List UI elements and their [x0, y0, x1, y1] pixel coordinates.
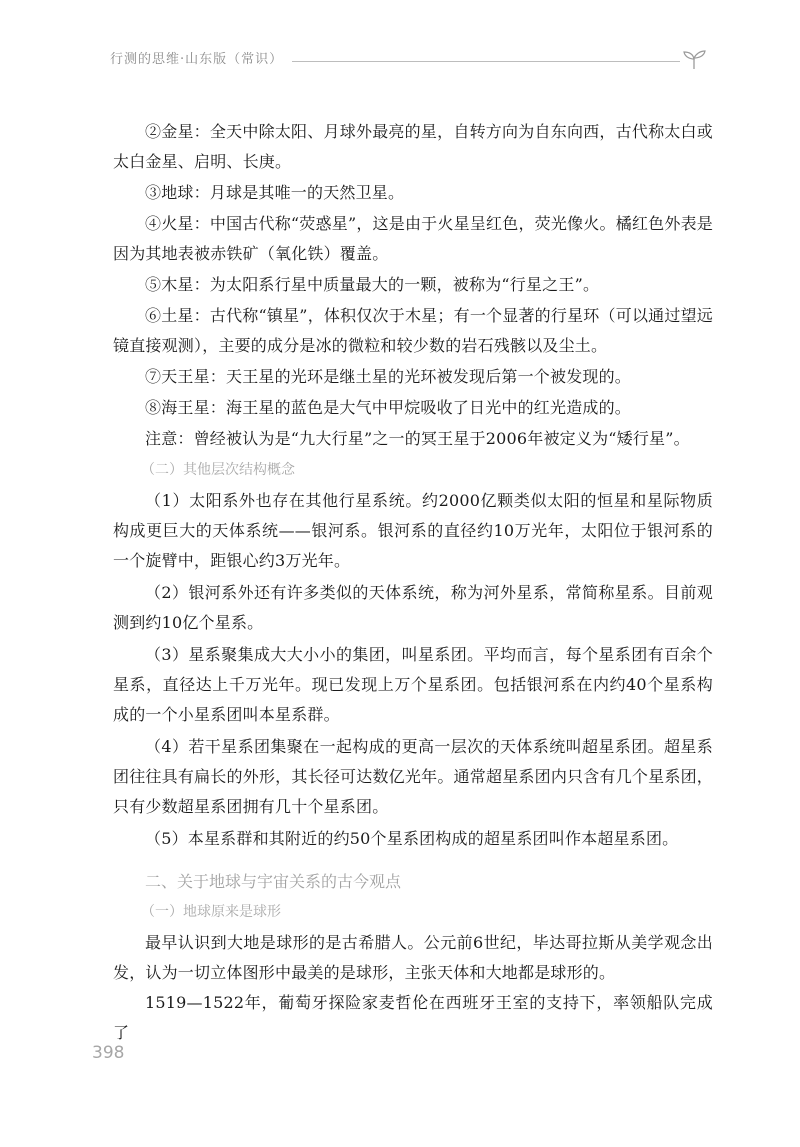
planet-mars: ④火星：中国古代称“荧惑星”，这是由于火星呈红色，荧光像火。橘红色外表是因为其地表被赤铁矿（氧化铁）覆盖。 [113, 214, 713, 263]
planet-neptune: ⑧海王星：海王星的蓝色是大气中甲烷吸收了日光中的红光造成的。 [145, 398, 632, 417]
body-paragraph: 1519—1522年，葡萄牙探险家麦哲伦在西班牙王室的支持下，率领船队完成了 [113, 993, 713, 1042]
planet-uranus: ⑦天王星：天王星的光环是继土星的光环被发现后第一个被发现的。 [145, 367, 632, 386]
planet-venus: ②金星：全天中除太阳、月球外最亮的星，自转方向为自东向西，古代称太白或太白金星、启明、长庚。 [113, 122, 713, 171]
body-paragraph: 最早认识到大地是球形的是古希腊人。公元前6世纪，毕达哥拉斯从美学观念出发，认为一切立体图形中最美的是球形，主张天体和大地都是球形的。 [113, 933, 713, 982]
structure-item-4: （4）若干星系团集聚在一起构成的更高一层次的天体系统叫超星系团。超星系团往往具有扁长的外形，其长径可达数亿光年。通常超星系团内只含有几个星系团，只有少数超星系团拥有几十个星系团。 [113, 737, 713, 816]
page-body [113, 117, 713, 1048]
pluto-note: 注意：曾经被认为是“九大行星”之一的冥王星于2006年被定义为“矮行星”。 [145, 429, 690, 448]
subsection-heading-earth-sphere: （一）地球原来是球形 [141, 904, 281, 920]
header-rule [292, 61, 680, 62]
structure-item-5: （5）本星系群和其附近的约50个星系团构成的超星系团叫作本超星系团。 [145, 829, 679, 848]
section-heading-earth-universe: 二、关于地球与宇宙关系的古今观点 [145, 872, 402, 891]
sprout-icon [681, 48, 707, 70]
page-number: 398 [92, 1043, 125, 1063]
subsection-heading-other-structures: （二）其他层次结构概念 [141, 462, 295, 478]
running-header [110, 48, 710, 72]
structure-item-1: （1）太阳系外也存在其他行星系统。约2000亿颗类似太阳的恒星和星际物质构成更巨大的天体系统——银河系。银河系的直径约10万光年，太阳位于银河系的一个旋臂中，距银心约3万光年。 [113, 491, 713, 570]
planet-jupiter: ⑤木星：为太阳系行星中质量最大的一颗，被称为“行星之王”。 [145, 275, 600, 294]
planet-saturn: ⑥土星：古代称“镇星”，体积仅次于木星；有一个显著的行星环（可以通过望远镜直接观测），主要的成分是冰的微粒和较少数的岩石残骸以及尘土。 [113, 306, 713, 355]
structure-item-3: （3）星系聚集成大大小小的集团，叫星系团。平均而言，每个星系团有百余个星系，直径达上千万光年。现已发现上万个星系团。包括银河系在内约40个星系构成的一个小星系团叫本星系群。 [113, 645, 713, 724]
planet-earth: ③地球：月球是其唯一的天然卫星。 [145, 183, 405, 202]
structure-item-2: （2）银河系外还有许多类似的天体系统，称为河外星系，常简称星系。目前观测到约10亿个星系。 [113, 583, 713, 632]
header-title: 行测的思维·山东版（常识） [110, 52, 284, 67]
